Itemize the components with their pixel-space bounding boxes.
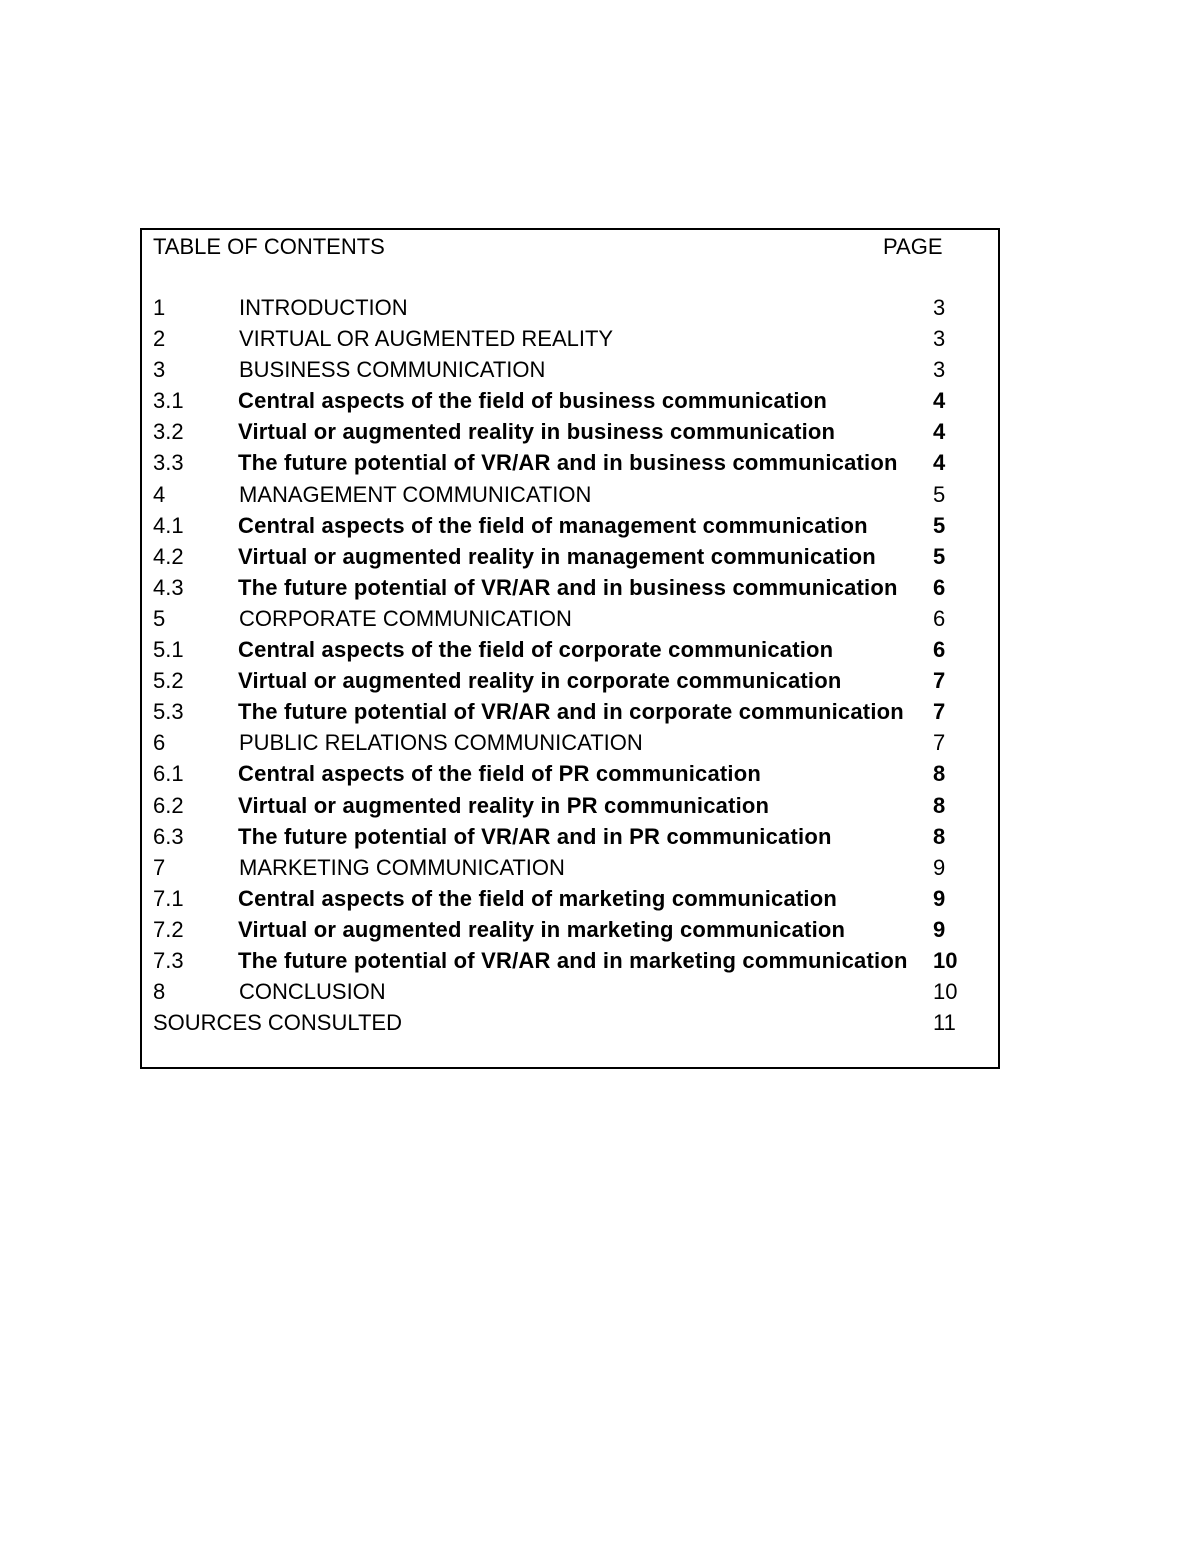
toc-entry-page: 8	[933, 792, 946, 818]
toc-entry	[153, 354, 988, 385]
toc-entry	[153, 447, 988, 478]
toc-entry-label: The future potential of VR/AR and in corporate communication	[238, 699, 904, 725]
toc-entry-label: Virtual or augmented reality in management communication	[238, 543, 876, 569]
toc-entry-label: The future potential of VR/AR and in business communication	[238, 574, 898, 600]
toc-entry-number: 4.3	[153, 574, 184, 600]
toc-entry	[153, 976, 988, 1007]
toc-entry-number: 7.2	[153, 916, 184, 942]
toc-entry-label: The future potential of VR/AR and in marketing communication	[238, 947, 908, 973]
toc-entry	[153, 292, 988, 323]
toc-entry-number: 6.1	[153, 761, 184, 787]
toc-entry-number: 4.2	[153, 543, 184, 569]
toc-entry	[153, 883, 988, 914]
toc-entry-number: 2	[153, 326, 166, 352]
toc-entry-label: Virtual or augmented reality in marketing communication	[238, 916, 846, 942]
toc-entry-label: Central aspects of the field of corporate communication	[238, 637, 834, 663]
toc-entry-label: The future potential of VR/AR and in PR communication	[238, 823, 832, 849]
toc-entry-number: 4	[153, 481, 166, 507]
toc-entry	[153, 385, 988, 416]
toc-entry-page: 5	[933, 543, 946, 569]
toc-entry	[153, 634, 988, 665]
toc-entry	[153, 572, 988, 603]
toc-entry-page: 4	[933, 450, 946, 476]
toc-entry	[153, 541, 988, 572]
toc-entry	[153, 945, 988, 976]
toc-entry-label: MANAGEMENT COMMUNICATION	[239, 481, 592, 507]
toc-entry-label: BUSINESS COMMUNICATION	[239, 357, 546, 383]
toc-entry-page: 8	[933, 761, 946, 787]
toc-entry-number: 5.2	[153, 668, 184, 694]
toc-entry-number: 5.1	[153, 637, 184, 663]
toc-entry-page: 7	[933, 668, 946, 694]
toc-entry	[153, 603, 988, 634]
toc-entry	[153, 510, 988, 541]
toc-entry	[153, 790, 988, 821]
toc-entry-label: Virtual or augmented reality in PR communication	[238, 792, 770, 818]
toc-entry-number: 6.2	[153, 792, 184, 818]
toc-header	[153, 234, 988, 260]
toc-entry-page: 4	[933, 388, 946, 414]
toc-entry-number: 7	[153, 854, 166, 880]
toc-entry	[153, 1007, 988, 1038]
toc-entry-page: 3	[933, 357, 946, 383]
toc-entry-page: 8	[933, 823, 946, 849]
toc-entry	[153, 665, 988, 696]
toc-entry	[153, 914, 988, 945]
toc-entry	[153, 727, 988, 758]
toc-entry-page: 6	[933, 637, 946, 663]
toc-title: TABLE OF CONTENTS	[153, 234, 385, 259]
toc-entry-label: SOURCES CONSULTED	[153, 1010, 402, 1036]
toc-entry-label: CORPORATE COMMUNICATION	[239, 605, 572, 631]
toc-entry-page: 3	[933, 326, 946, 352]
toc-entry-label: Virtual or augmented reality in business communication	[238, 419, 836, 445]
toc-entry-number: 6	[153, 730, 166, 756]
toc-entry-number: 3.1	[153, 388, 184, 414]
toc-entry-label: Central aspects of the field of business communication	[238, 388, 828, 414]
toc-entry-page: 6	[933, 605, 946, 631]
toc-entry-label: MARKETING COMMUNICATION	[239, 854, 565, 880]
toc-entry-page: 4	[933, 419, 946, 445]
toc-entry-page: 6	[933, 574, 946, 600]
toc-entry-number: 4.1	[153, 512, 184, 538]
toc-entry-label: VIRTUAL OR AUGMENTED REALITY	[239, 326, 614, 352]
toc-entry-page: 3	[933, 295, 946, 320]
toc-entry-page: 11	[933, 1010, 956, 1036]
toc-entry	[153, 821, 988, 852]
toc-entry-label: PUBLIC RELATIONS COMMUNICATION	[239, 730, 643, 756]
toc-entry-label: Central aspects of the field of marketing communication	[238, 885, 837, 911]
table-of-contents-box	[140, 228, 1000, 1069]
toc-entry-label: The future potential of VR/AR and in business communication	[238, 450, 898, 476]
toc-entry-page: 7	[933, 699, 946, 725]
toc-entry-number: 5	[153, 605, 166, 631]
toc-entry-label: Central aspects of the field of PR communication	[238, 761, 762, 787]
toc-entry-label: CONCLUSION	[239, 979, 386, 1005]
toc-entry-page: 7	[933, 730, 946, 756]
toc-entry-page: 9	[933, 916, 946, 942]
toc-entry	[153, 696, 988, 727]
toc-entry-number: 3.3	[153, 450, 184, 476]
toc-entry-number: 6.3	[153, 823, 184, 849]
toc-entry-page: 5	[933, 512, 946, 538]
toc-entry	[153, 323, 988, 354]
toc-page-column-label: PAGE	[883, 234, 943, 259]
toc-entry-label: Virtual or augmented reality in corporate communication	[238, 668, 842, 694]
toc-entry	[153, 479, 988, 510]
toc-entry-number: 7.3	[153, 947, 184, 973]
toc-entry	[153, 852, 988, 883]
toc-entry-label: Central aspects of the field of management communication	[238, 512, 868, 538]
toc-entry-number: 8	[153, 979, 166, 1005]
toc-entry-page: 9	[933, 854, 946, 880]
toc-entry-page: 9	[933, 885, 946, 911]
toc-entry-number: 7.1	[153, 885, 184, 911]
toc-entry	[153, 416, 988, 447]
toc-entry-page: 5	[933, 481, 946, 507]
toc-entry-page: 10	[933, 979, 958, 1005]
toc-entry-number: 3	[153, 357, 166, 383]
toc-entry-list	[153, 292, 988, 1038]
toc-entry-label: INTRODUCTION	[239, 295, 408, 320]
toc-entry	[153, 758, 988, 789]
toc-entry-number: 3.2	[153, 419, 184, 445]
toc-entry-number: 1	[153, 295, 166, 320]
toc-entry-page: 10	[933, 947, 958, 973]
toc-entry-number: 5.3	[153, 699, 184, 725]
